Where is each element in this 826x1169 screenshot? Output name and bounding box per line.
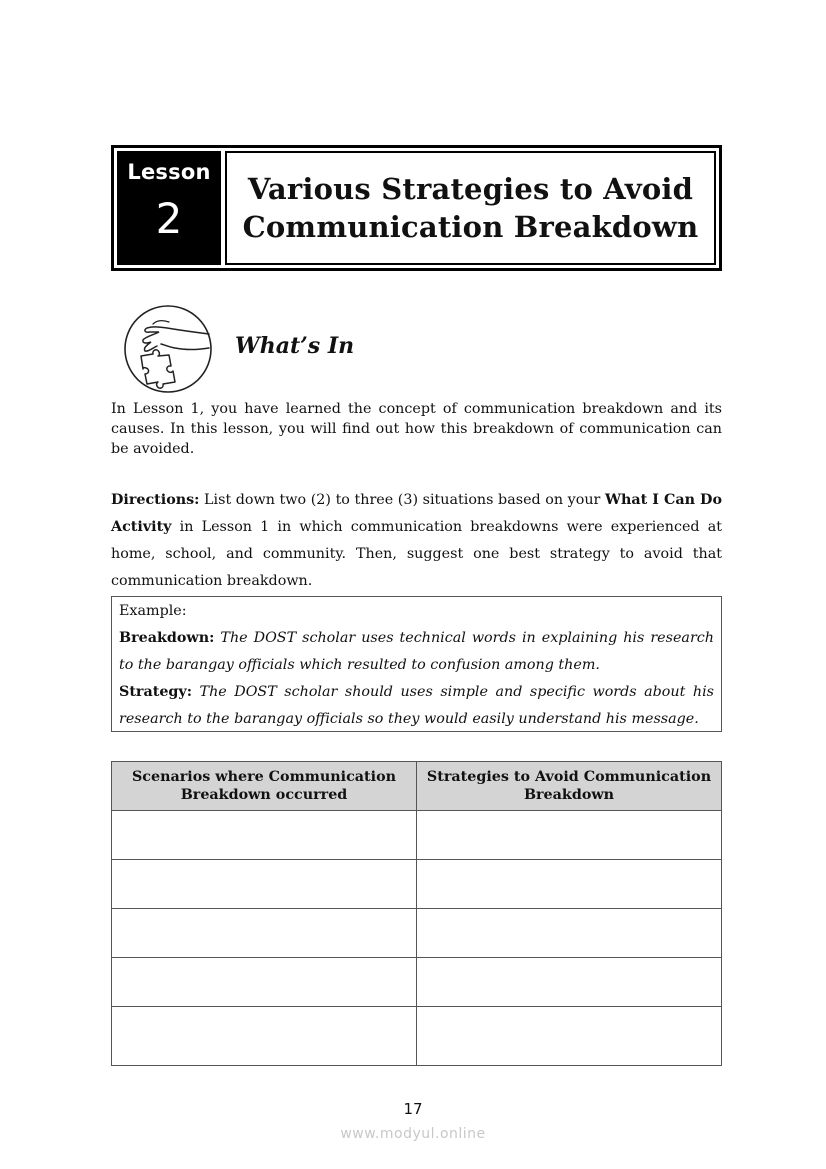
breakdown-text: The DOST scholar uses technical words in explaining his research to the barangay officials which resulted to confusion among them.	[119, 630, 715, 673]
strategy-cell[interactable]	[417, 1007, 722, 1066]
lesson-banner	[111, 145, 722, 271]
watermark: www.modyul.online	[340, 1126, 486, 1142]
activity-table	[111, 761, 722, 1066]
breakdown-label: Breakdown:	[119, 630, 215, 646]
table-row	[112, 1007, 722, 1066]
scenario-cell[interactable]	[112, 811, 417, 860]
table-header-row	[112, 762, 722, 811]
strategy-cell[interactable]	[417, 860, 722, 909]
directions-paragraph	[111, 487, 722, 595]
table-row	[112, 860, 722, 909]
lesson-label: Lesson	[127, 160, 211, 184]
lesson-number-box	[117, 151, 221, 265]
header-scenarios: Scenarios where Communication Breakdown occurred	[112, 762, 417, 811]
example-breakdown	[119, 625, 714, 679]
strategy-cell[interactable]	[417, 909, 722, 958]
section-heading-whats-in: What’s In	[235, 333, 355, 359]
strategy-text: The DOST scholar should uses simple and specific words about his research to the barangay officials so they would easily understand his message.	[119, 684, 714, 727]
hand-puzzle-piece-icon	[123, 304, 213, 394]
intro-paragraph: In Lesson 1, you have learned the concept of communication breakdown and its causes. In this lesson, you will find out how this breakdown of communication can be avoided.	[111, 401, 722, 457]
example-heading: Example:	[119, 603, 187, 619]
lesson-title	[243, 170, 699, 246]
lesson-title-line1: Various Strategies to Avoid	[247, 172, 694, 206]
example-box	[111, 596, 722, 732]
table-row	[112, 909, 722, 958]
directions-label: Directions:	[111, 492, 200, 508]
scenario-cell[interactable]	[112, 958, 417, 1007]
lesson-number: 2	[155, 194, 183, 243]
table-row	[112, 958, 722, 1007]
strategy-cell[interactable]	[417, 958, 722, 1007]
lesson-title-line2: Communication Breakdown	[242, 210, 699, 244]
table-row	[112, 811, 722, 860]
directions-text-1: List down two (2) to three (3) situations based on your	[199, 492, 605, 508]
lesson-title-box	[225, 151, 716, 265]
example-strategy	[119, 679, 714, 733]
scenario-cell[interactable]	[112, 860, 417, 909]
scenario-cell[interactable]	[112, 909, 417, 958]
page-number: 17	[403, 1100, 423, 1118]
header-strategies: Strategies to Avoid Communication Breakdown	[417, 762, 722, 811]
strategy-label: Strategy:	[119, 684, 193, 700]
directions-text-2: in Lesson 1 in which communication breakdowns were experienced at home, school, and community. Then, suggest one best strategy to avoid that communication breakdown.	[111, 519, 722, 589]
scenario-cell[interactable]	[112, 1007, 417, 1066]
activity-name: What I Can Do Activity	[111, 492, 722, 535]
strategy-cell[interactable]	[417, 811, 722, 860]
